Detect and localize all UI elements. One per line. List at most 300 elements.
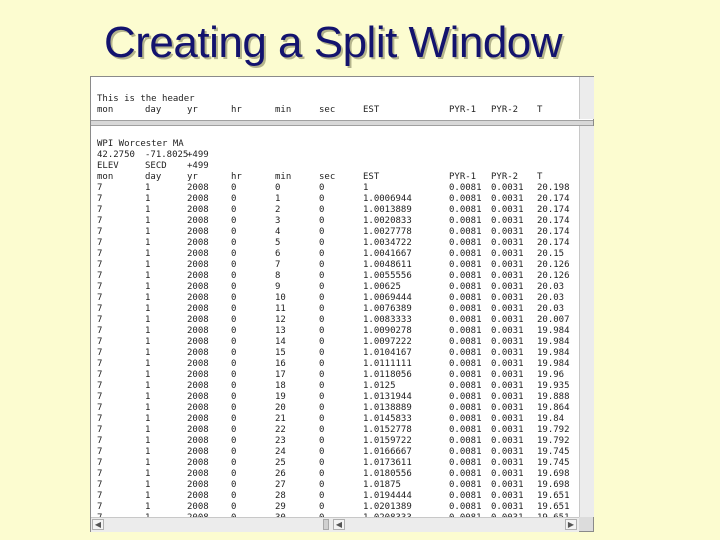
data-cell: 0 (319, 293, 325, 303)
data-cell: 0.0081 (449, 304, 482, 314)
data-cell: 0.0081 (449, 348, 482, 358)
text-line (91, 326, 579, 337)
data-cell: 19.698 (537, 469, 570, 479)
data-cell: 0.0081 (449, 249, 482, 259)
text-line (91, 370, 579, 381)
data-cell: 8 (275, 271, 281, 281)
data-cell: 7 (97, 436, 103, 446)
data-cell: 0 (231, 491, 237, 501)
data-cell: 0 (319, 425, 325, 435)
data-cell: 1 (145, 458, 151, 468)
data-cell: 27 (275, 480, 286, 490)
data-cell: 0 (319, 359, 325, 369)
text-line (91, 293, 579, 304)
data-cell: 2008 (187, 381, 209, 391)
scrollbar-corner (579, 517, 593, 531)
data-cell: 1 (145, 447, 151, 457)
data-cell: 0 (319, 282, 325, 292)
data-cell: 2008 (187, 304, 209, 314)
data-cell: 1 (145, 414, 151, 424)
data-cell: 0 (231, 282, 237, 292)
data-cell: 0 (231, 370, 237, 380)
data-cell: 0.0031 (491, 337, 524, 347)
data-cell: 0 (231, 502, 237, 512)
data-cell: sec (319, 105, 336, 115)
data-cell: 0 (231, 480, 237, 490)
data-cell: 20 (275, 403, 286, 413)
text-line (91, 238, 579, 249)
data-cell: 0.0081 (449, 227, 482, 237)
horizontal-split-handle[interactable] (323, 519, 329, 530)
data-cell: 0 (319, 436, 325, 446)
data-cell: min (275, 172, 292, 182)
data-cell: 7 (97, 425, 103, 435)
data-cell: 20.198 (537, 183, 570, 193)
data-cell: 0.0081 (449, 326, 482, 336)
data-cell: 1.0069444 (363, 293, 412, 303)
data-cell: min (275, 105, 292, 115)
data-cell: mon (97, 172, 114, 182)
data-cell: 0.0031 (491, 370, 524, 380)
text-line (91, 271, 579, 282)
data-cell: 0.0031 (491, 436, 524, 446)
data-cell: 0 (231, 315, 237, 325)
data-cell: 2008 (187, 348, 209, 358)
data-cell: 0.0031 (491, 315, 524, 325)
text-line (91, 359, 579, 370)
data-cell: 1 (145, 293, 151, 303)
data-cell: 0 (275, 183, 281, 193)
data-cell: mon (97, 105, 114, 115)
data-cell: 0 (231, 271, 237, 281)
data-cell: 0 (319, 271, 325, 281)
data-cell: 0 (231, 304, 237, 314)
data-cell: 7 (97, 194, 103, 204)
data-cell: 7 (97, 326, 103, 336)
text-line (91, 172, 579, 183)
data-cell: 0 (319, 227, 325, 237)
top-pane-vertical-scrollbar[interactable] (579, 77, 594, 119)
data-cell: hr (231, 105, 242, 115)
data-cell: 29 (275, 502, 286, 512)
data-cell: 0 (319, 414, 325, 424)
data-cell: 1 (145, 436, 151, 446)
data-cell: 1.0152778 (363, 425, 412, 435)
data-cell: 0 (319, 304, 325, 314)
data-cell: 0.0081 (449, 205, 482, 215)
data-cell: 2008 (187, 227, 209, 237)
data-cell: 20.126 (537, 271, 570, 281)
text-line (91, 150, 579, 161)
data-cell: 0 (231, 260, 237, 270)
data-cell: 1 (145, 227, 151, 237)
data-cell: 1.0034722 (363, 238, 412, 248)
data-cell: 1 (145, 326, 151, 336)
data-cell: 7 (97, 249, 103, 259)
data-cell: 2008 (187, 491, 209, 501)
data-cell: 0 (231, 238, 237, 248)
data-cell: 2008 (187, 293, 209, 303)
data-cell: 2008 (187, 249, 209, 259)
data-cell: 1.0173611 (363, 458, 412, 468)
split-window (90, 76, 594, 532)
data-cell: 2008 (187, 392, 209, 402)
data-cell: 2008 (187, 205, 209, 215)
data-cell: 0.0031 (491, 194, 524, 204)
data-cell: 0.0031 (491, 502, 524, 512)
data-cell: 0 (319, 469, 325, 479)
data-cell: 7 (97, 216, 103, 226)
data-cell: 0.0031 (491, 359, 524, 369)
data-cell: 0 (231, 403, 237, 413)
data-cell: 0 (231, 293, 237, 303)
data-cell: 2008 (187, 447, 209, 457)
data-cell: 0.0081 (449, 337, 482, 347)
data-cell: 7 (97, 480, 103, 490)
text-line (91, 216, 579, 227)
data-cell: 1.0118056 (363, 370, 412, 380)
data-cell: +499 (187, 150, 209, 160)
data-cell: 19.698 (537, 480, 570, 490)
data-cell: 19.84 (537, 414, 565, 424)
data-cell: 0.0031 (491, 414, 524, 424)
data-cell: 0 (319, 216, 325, 226)
data-cell: 7 (97, 304, 103, 314)
data-cell: 7 (97, 205, 103, 215)
data-cell: 0.0081 (449, 183, 482, 193)
data-cell: 19.651 (537, 491, 570, 501)
data-cell: PYR-1 (449, 105, 477, 115)
data-cell: This is the header (97, 94, 195, 104)
data-cell: 0 (319, 205, 325, 215)
data-cell: 7 (97, 271, 103, 281)
data-cell: 20.126 (537, 260, 570, 270)
data-cell: 0 (231, 458, 237, 468)
right-arrow-icon[interactable]: ▶ (565, 519, 577, 530)
data-cell: 0 (319, 447, 325, 457)
text-line (91, 260, 579, 271)
data-cell: sec (319, 172, 336, 182)
data-cell: 0.0081 (449, 403, 482, 413)
data-cell: 0.0081 (449, 458, 482, 468)
data-cell: hr (231, 172, 242, 182)
data-cell: 0.0081 (449, 216, 482, 226)
text-line (91, 304, 579, 315)
data-cell: 0.0081 (449, 359, 482, 369)
text-line (91, 447, 579, 458)
data-cell: 0 (319, 381, 325, 391)
data-cell: 1 (145, 260, 151, 270)
data-cell: 2008 (187, 282, 209, 292)
data-cell: 1.0027778 (363, 227, 412, 237)
text-line (91, 249, 579, 260)
data-cell: 1 (145, 502, 151, 512)
text-line (91, 183, 579, 194)
data-cell: 1.00625 (363, 282, 401, 292)
text-line (91, 403, 579, 414)
bottom-pane-vertical-scrollbar[interactable] (579, 126, 594, 517)
data-cell: 17 (275, 370, 286, 380)
data-cell: 4 (275, 227, 281, 237)
data-cell: 1 (145, 183, 151, 193)
data-cell: 0.0081 (449, 392, 482, 402)
data-cell: 0 (319, 260, 325, 270)
data-cell: 19.792 (537, 425, 570, 435)
data-cell: 1 (145, 491, 151, 501)
data-cell: 1 (145, 194, 151, 204)
data-cell: +499 (187, 161, 209, 171)
data-cell: 2008 (187, 359, 209, 369)
data-cell: 19 (275, 392, 286, 402)
top-pane[interactable] (91, 77, 579, 119)
data-cell: WPI Worcester MA (97, 139, 184, 149)
data-cell: 2008 (187, 469, 209, 479)
data-cell: 1.0159722 (363, 436, 412, 446)
data-cell: 1.0013889 (363, 205, 412, 215)
data-cell: 1 (145, 238, 151, 248)
text-line (91, 348, 579, 359)
data-cell: 10 (275, 293, 286, 303)
data-cell: 0.0031 (491, 326, 524, 336)
data-cell: 0.0031 (491, 216, 524, 226)
data-cell: PYR-1 (449, 172, 477, 182)
data-cell: yr (187, 172, 198, 182)
data-cell: 1 (145, 205, 151, 215)
data-cell: 1.0145833 (363, 414, 412, 424)
data-cell: 1 (145, 348, 151, 358)
data-cell: 0.0081 (449, 425, 482, 435)
data-cell: 9 (275, 282, 281, 292)
data-cell: 2008 (187, 480, 209, 490)
data-cell: 3 (275, 216, 281, 226)
data-cell: 1 (145, 216, 151, 226)
text-line (91, 139, 579, 150)
data-cell: 7 (97, 491, 103, 501)
data-cell: 0 (231, 436, 237, 446)
data-cell: 20.03 (537, 293, 565, 303)
data-cell: 19.888 (537, 392, 570, 402)
data-cell: 19.984 (537, 348, 570, 358)
data-cell: 7 (97, 348, 103, 358)
data-cell: 7 (97, 403, 103, 413)
data-cell: 0 (319, 403, 325, 413)
data-cell: 1.0048611 (363, 260, 412, 270)
data-cell: 1.0097222 (363, 337, 412, 347)
data-cell: 0.0031 (491, 183, 524, 193)
text-line (91, 436, 579, 447)
data-cell: 12 (275, 315, 286, 325)
data-cell: 19.984 (537, 359, 570, 369)
data-cell: 7 (97, 469, 103, 479)
data-cell: 2008 (187, 183, 209, 193)
data-cell: 0.0031 (491, 282, 524, 292)
data-cell: day (145, 105, 162, 115)
data-cell: 7 (97, 458, 103, 468)
data-cell: 2008 (187, 337, 209, 347)
left-arrow-icon[interactable]: ◀ (92, 519, 104, 530)
text-line (91, 161, 579, 172)
data-cell: T (537, 105, 543, 115)
data-cell: 1 (275, 194, 281, 204)
data-cell: 0 (319, 183, 325, 193)
bottom-pane[interactable] (91, 126, 579, 517)
text-line (91, 194, 579, 205)
data-cell: 1.0083333 (363, 315, 412, 325)
text-line (91, 315, 579, 326)
text-line (91, 337, 579, 348)
data-cell: 20.03 (537, 304, 565, 314)
data-cell: 2008 (187, 271, 209, 281)
data-cell: 1 (145, 381, 151, 391)
data-cell: 1.0201389 (363, 502, 412, 512)
data-cell: 0.0031 (491, 480, 524, 490)
data-cell: yr (187, 105, 198, 115)
data-cell: 7 (97, 381, 103, 391)
horizontal-scrollbar[interactable] (91, 517, 579, 532)
data-cell: 0.0031 (491, 392, 524, 402)
data-cell: 0 (319, 458, 325, 468)
data-cell: PYR-2 (491, 105, 519, 115)
data-cell: 0.0081 (449, 436, 482, 446)
text-line (91, 392, 579, 403)
data-cell: EST (363, 105, 380, 115)
data-cell: 0 (319, 480, 325, 490)
data-cell: 6 (275, 249, 281, 259)
data-cell: 1.0131944 (363, 392, 412, 402)
data-cell: 0 (231, 425, 237, 435)
data-cell: 1 (145, 370, 151, 380)
data-cell: 2008 (187, 403, 209, 413)
data-cell: SECD (145, 161, 167, 171)
data-cell: 1.0111111 (363, 359, 412, 369)
data-cell: 0 (231, 194, 237, 204)
data-cell: 0.0031 (491, 205, 524, 215)
data-cell: 1.0076389 (363, 304, 412, 314)
data-cell: ELEV (97, 161, 119, 171)
text-line (91, 94, 579, 105)
data-cell: 20.174 (537, 227, 570, 237)
data-cell: 19.745 (537, 447, 570, 457)
data-cell: 2008 (187, 216, 209, 226)
data-cell: 1.0104167 (363, 348, 412, 358)
data-cell: 42.2750 (97, 150, 135, 160)
data-cell: 0.0081 (449, 414, 482, 424)
data-cell: 0.0031 (491, 293, 524, 303)
data-cell: 25 (275, 458, 286, 468)
data-cell: 0.0031 (491, 304, 524, 314)
data-cell: 0 (231, 205, 237, 215)
data-cell: 0 (231, 414, 237, 424)
data-cell: 2008 (187, 326, 209, 336)
data-cell: 7 (97, 502, 103, 512)
data-cell: 1.0055556 (363, 271, 412, 281)
data-cell: 1 (145, 315, 151, 325)
text-line (91, 381, 579, 392)
data-cell: 19.96 (537, 370, 565, 380)
data-cell: 0 (231, 469, 237, 479)
data-cell: 19.984 (537, 326, 570, 336)
data-cell: 0.0081 (449, 491, 482, 501)
data-cell: 0.0031 (491, 403, 524, 413)
text-line (91, 502, 579, 513)
data-cell: 0.0031 (491, 425, 524, 435)
data-cell: 1.0090278 (363, 326, 412, 336)
data-cell: 1 (145, 282, 151, 292)
left-arrow-icon[interactable]: ◀ (333, 519, 345, 530)
data-cell: 0.0081 (449, 315, 482, 325)
text-line (91, 480, 579, 491)
data-cell: 19.792 (537, 436, 570, 446)
data-cell: 1 (145, 271, 151, 281)
data-cell: 0.0081 (449, 293, 482, 303)
data-cell: 0.0081 (449, 447, 482, 457)
data-cell: 20.03 (537, 282, 565, 292)
data-cell: 0 (231, 326, 237, 336)
data-cell: 0.0031 (491, 227, 524, 237)
text-line (91, 282, 579, 293)
data-cell: 2008 (187, 260, 209, 270)
data-cell: 7 (97, 392, 103, 402)
data-cell: 0 (231, 337, 237, 347)
text-line (91, 227, 579, 238)
data-cell: 0 (231, 348, 237, 358)
data-cell: 0.0081 (449, 238, 482, 248)
data-cell: 2008 (187, 414, 209, 424)
data-cell: 1 (145, 304, 151, 314)
data-cell: 7 (97, 315, 103, 325)
data-cell: 0 (319, 337, 325, 347)
data-cell: 7 (97, 370, 103, 380)
data-cell: 0.0031 (491, 491, 524, 501)
data-cell: 0.0031 (491, 238, 524, 248)
data-cell: 0 (231, 447, 237, 457)
data-cell: 20.174 (537, 194, 570, 204)
data-cell: 19.745 (537, 458, 570, 468)
data-cell: 20.007 (537, 315, 570, 325)
data-cell: 15 (275, 348, 286, 358)
data-cell: 0 (319, 194, 325, 204)
data-cell: 0.0031 (491, 447, 524, 457)
data-cell: 26 (275, 469, 286, 479)
data-cell: 0.0081 (449, 282, 482, 292)
data-cell: 0.0031 (491, 381, 524, 391)
data-cell: 7 (97, 337, 103, 347)
data-cell: 7 (97, 359, 103, 369)
data-cell: 7 (275, 260, 281, 270)
data-cell: 0.0081 (449, 381, 482, 391)
data-cell: 0 (319, 502, 325, 512)
data-cell: 0 (231, 392, 237, 402)
data-cell: 16 (275, 359, 286, 369)
data-cell: 0 (319, 491, 325, 501)
data-cell: 7 (97, 414, 103, 424)
data-cell: 1.0166667 (363, 447, 412, 457)
data-cell: 2008 (187, 370, 209, 380)
data-cell: 19.935 (537, 381, 570, 391)
data-cell: 0 (231, 249, 237, 259)
data-cell: 0 (231, 359, 237, 369)
data-cell: 0 (319, 238, 325, 248)
data-cell: 1.0125 (363, 381, 396, 391)
text-line (91, 205, 579, 216)
data-cell: 20.174 (537, 238, 570, 248)
data-cell: 2008 (187, 425, 209, 435)
data-cell: 2008 (187, 502, 209, 512)
data-cell: 1 (145, 337, 151, 347)
data-cell: 22 (275, 425, 286, 435)
data-cell: 0 (319, 315, 325, 325)
data-cell: day (145, 172, 162, 182)
